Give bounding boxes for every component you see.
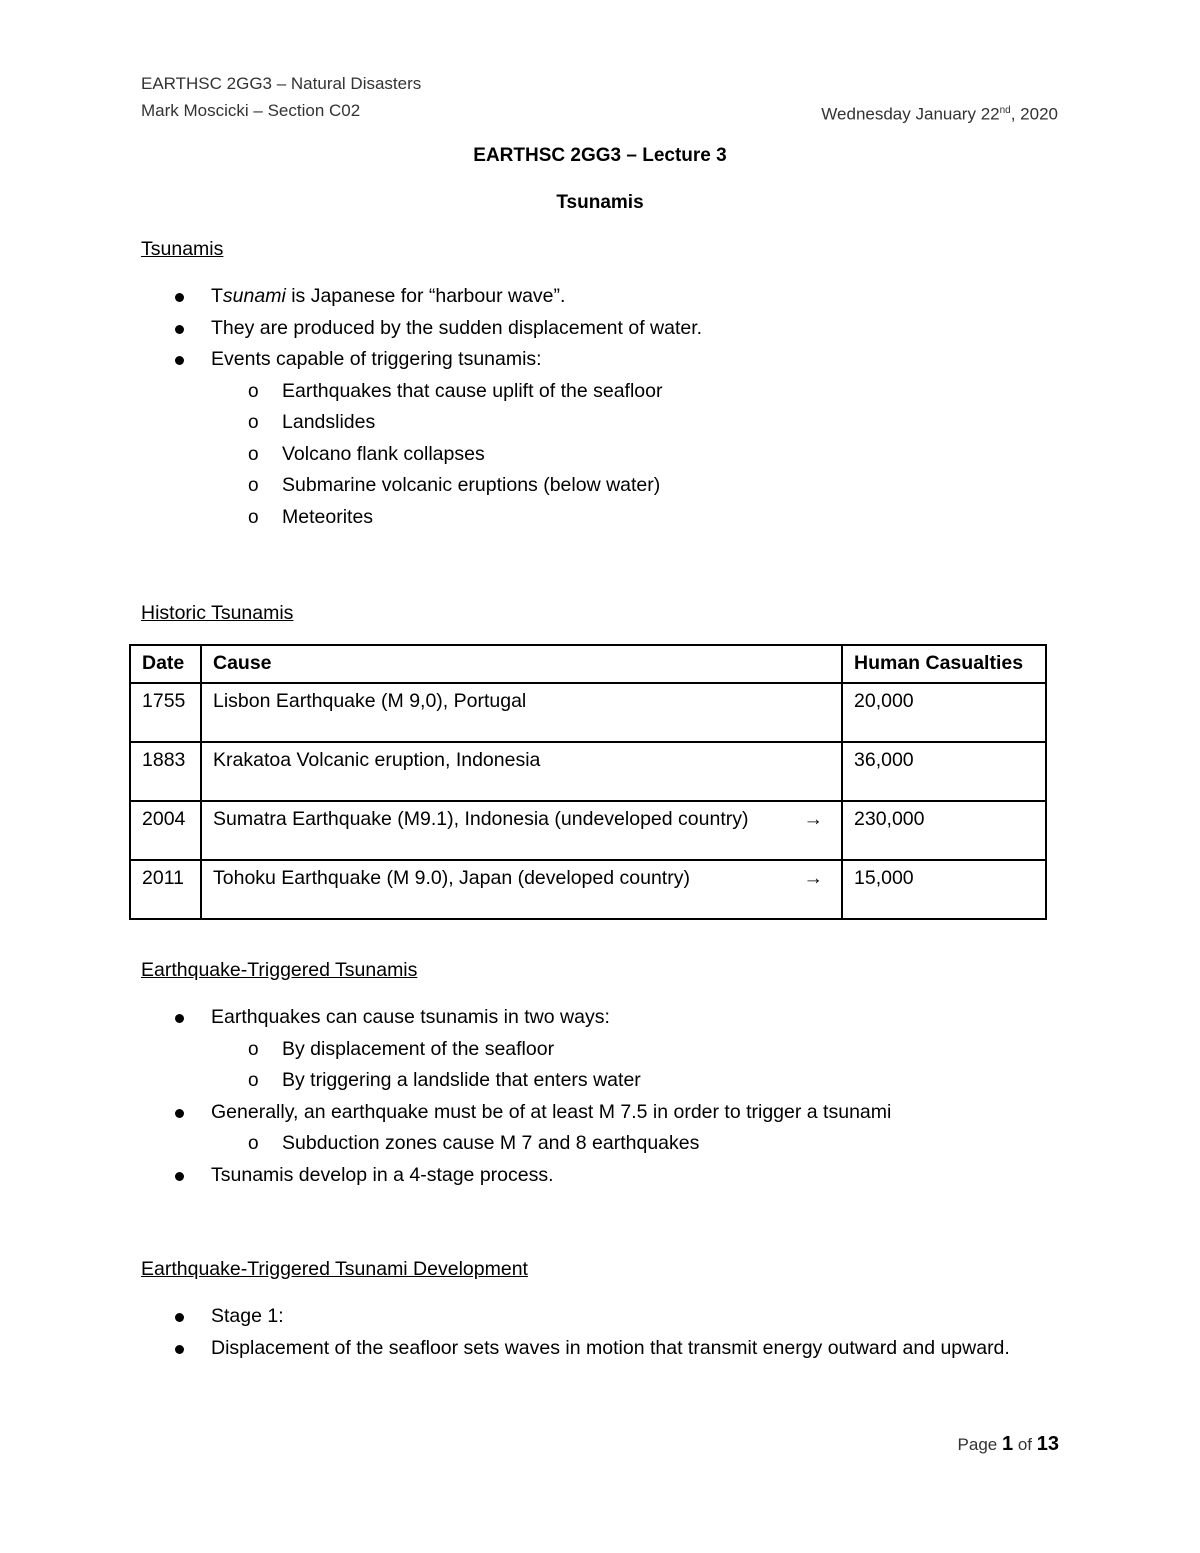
- page-number: Page 1 of 13: [957, 1433, 1059, 1455]
- hollow-bullet-icon: o: [248, 475, 259, 496]
- sub-list-item: o By triggering a landslide that enters water: [141, 1065, 1061, 1097]
- table-header-row: [130, 645, 1046, 683]
- column-header-casualties: Human Casualties: [842, 645, 1046, 683]
- list-item: Events capable of triggering tsunamis:: [141, 344, 1061, 376]
- section-heading-tsunamis: Tsunamis: [141, 238, 224, 260]
- arrow-right-icon: →: [803, 808, 823, 830]
- hollow-bullet-icon: o: [248, 1038, 259, 1060]
- hollow-bullet-icon: o: [248, 380, 259, 402]
- eq-triggered-list: [141, 1002, 1061, 1191]
- bullet-icon: [175, 1345, 184, 1354]
- table-row: [130, 742, 1046, 801]
- hollow-bullet-icon: o: [248, 506, 259, 528]
- sub-list-item: o Subduction zones cause M 7 and 8 earthquakes: [141, 1128, 1061, 1160]
- cell-cause: Lisbon Earthquake (M 9,0), Portugal: [201, 683, 842, 742]
- lecture-title: EARTHSC 2GG3 – Lecture 3: [473, 145, 727, 166]
- sub-list-item: o Earthquakes that cause uplift of the seafloor: [141, 376, 1061, 408]
- tsunamis-list: [141, 281, 1061, 533]
- list-item: Tsunamis develop in a 4-stage process.: [141, 1160, 1061, 1192]
- table-row: [130, 860, 1046, 919]
- historic-tsunamis-table: [129, 644, 1047, 920]
- bullet-icon: [175, 1172, 184, 1181]
- cell-casualties: 20,000: [842, 683, 1046, 742]
- sub-list-item: o Landslides: [141, 407, 1061, 439]
- bullet-icon: [175, 325, 184, 334]
- sub-list-item: o Volcano flank collapses: [141, 439, 1061, 471]
- header-course: EARTHSC 2GG3 – Natural Disasters: [141, 74, 422, 93]
- list-item: Generally, an earthquake must be of at least M 7.5 in order to trigger a tsunami: [141, 1097, 1061, 1129]
- cell-casualties: 15,000: [842, 860, 1046, 919]
- cell-date: 1755: [130, 683, 201, 742]
- table-row: [130, 683, 1046, 742]
- cell-casualties: 230,000: [842, 801, 1046, 860]
- cell-cause: Tohoku Earthquake (M 9.0), Japan (developed country) →: [201, 860, 842, 919]
- list-item: Earthquakes can cause tsunamis in two ways:: [141, 1002, 1061, 1034]
- cell-casualties: 36,000: [842, 742, 1046, 801]
- cell-date: 2011: [130, 860, 201, 919]
- header-author-section: Mark Moscicki – Section C02: [141, 101, 361, 120]
- list-item: Tsunami is Japanese for “harbour wave”.: [141, 281, 1061, 313]
- development-list: [141, 1301, 1061, 1364]
- list-item: They are produced by the sudden displacement of water.: [141, 313, 1061, 345]
- cell-cause: Krakatoa Volcanic eruption, Indonesia: [201, 742, 842, 801]
- cell-cause: Sumatra Earthquake (M9.1), Indonesia (undeveloped country) →: [201, 801, 842, 860]
- sub-list-item: o Submarine volcanic eruptions (below water): [141, 470, 1061, 502]
- hollow-bullet-icon: o: [248, 1133, 259, 1154]
- lecture-subtitle: Tsunamis: [556, 192, 644, 213]
- column-header-date: Date: [130, 645, 201, 683]
- list-item: Stage 1:: [141, 1301, 1061, 1333]
- hollow-bullet-icon: o: [248, 412, 259, 433]
- hollow-bullet-icon: o: [248, 443, 259, 465]
- list-item: Displacement of the seafloor sets waves in motion that transmit energy outward and upward.: [141, 1333, 1061, 1365]
- section-heading-development: Earthquake-Triggered Tsunami Development: [141, 1258, 528, 1280]
- bullet-icon: [175, 1313, 184, 1322]
- section-heading-eq-triggered: Earthquake-Triggered Tsunamis: [141, 959, 418, 981]
- section-heading-historic: Historic Tsunamis: [141, 602, 294, 624]
- sub-list-item: o Meteorites: [141, 502, 1061, 534]
- bullet-icon: [175, 1109, 184, 1118]
- cell-date: 1883: [130, 742, 201, 801]
- cell-date: 2004: [130, 801, 201, 860]
- hollow-bullet-icon: o: [248, 1070, 259, 1091]
- header-date: Wednesday January 22nd, 2020: [821, 104, 1058, 124]
- arrow-right-icon: →: [803, 867, 823, 889]
- bullet-icon: [175, 356, 184, 365]
- column-header-cause: Cause: [201, 645, 842, 683]
- sub-list-item: o By displacement of the seafloor: [141, 1034, 1061, 1066]
- bullet-icon: [175, 293, 184, 302]
- bullet-icon: [175, 1014, 184, 1023]
- table-row: [130, 801, 1046, 860]
